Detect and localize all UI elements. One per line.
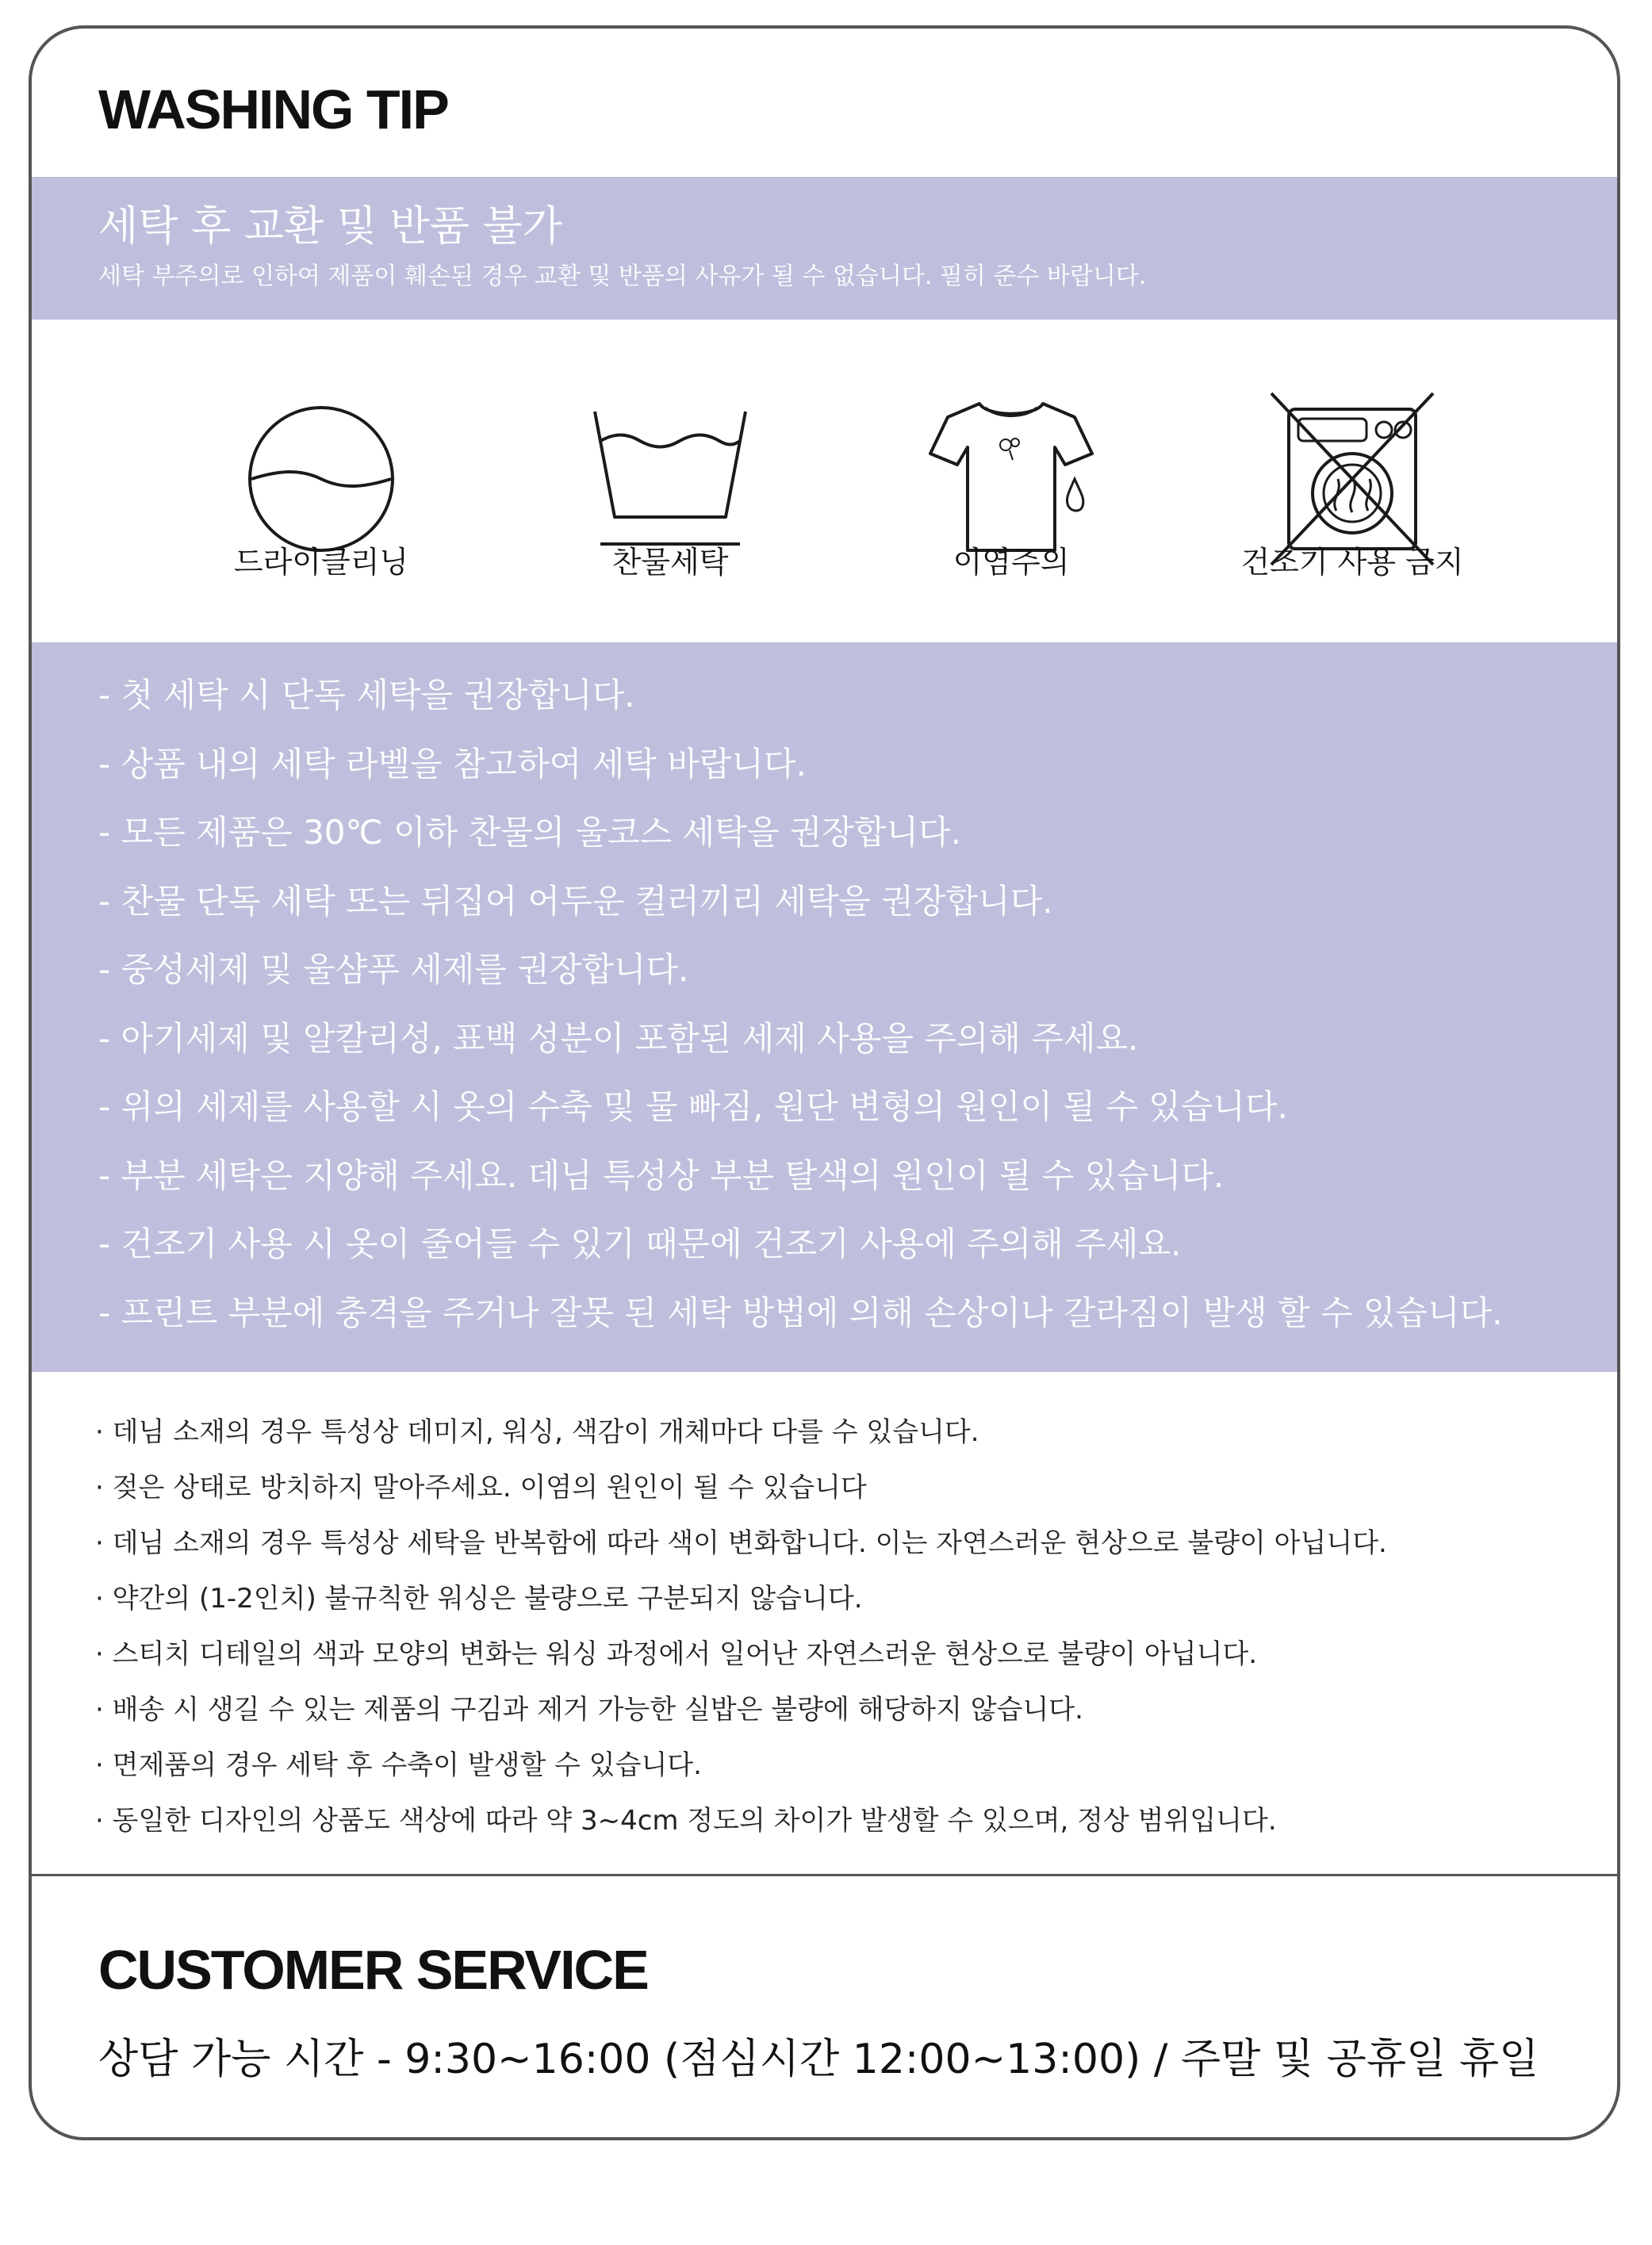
list-item: · 스티치 디테일의 색과 모양의 변화는 워싱 과정에서 일어난 자연스러운 현상으로 불량이 아닙니다. <box>95 1638 1258 1670</box>
list-item: - 아기세제 및 알칼리성, 표백 성분이 포함된 세제 사용을 주의해 주세요. <box>98 1018 1139 1058</box>
customer-service-hours: 상담 가능 시간 - 9:30~16:00 (점심시간 12:00~13:00) / 주말 및 공휴일 휴일 <box>98 2036 1539 2083</box>
notice-banner <box>32 177 1617 320</box>
list-item: - 찬물 단독 세탁 또는 뒤집어 어두운 컬러끼리 세탁을 권장합니다. <box>98 881 1053 921</box>
notice-title: 세탁 후 교환 및 반품 불가 <box>98 203 562 251</box>
list-item: - 건조기 사용 시 옷이 줄어들 수 있기 때문에 건조기 사용에 주의해 주세요. <box>98 1224 1182 1263</box>
list-item: · 배송 시 생길 수 있는 제품의 구김과 제거 가능한 실밥은 불량에 해당하지 않습니다. <box>95 1694 1083 1726</box>
washing-tip-title: WASHING TIP <box>98 79 448 140</box>
section-divider <box>32 1874 1617 1876</box>
care-label-cold-wash: 찬물세탁 <box>611 545 729 580</box>
care-label-color-transfer: 이염주의 <box>952 545 1070 580</box>
list-item: · 젖은 상태로 방치하지 말아주세요. 이염의 원인이 될 수 있습니다 <box>95 1472 867 1504</box>
list-item: - 모든 제품은 30℃ 이하 찬물의 울코스 세탁을 권장합니다. <box>98 813 961 852</box>
list-item: - 위의 세제를 사용할 시 옷의 수축 및 물 빠짐, 원단 변형의 원인이 될 수 있습니다. <box>98 1087 1288 1126</box>
list-item: - 중성세제 및 울샴푸 세제를 권장합니다. <box>98 950 689 989</box>
list-item: - 프린트 부분에 충격을 주거나 잘못 된 세탁 방법에 의해 손상이나 갈라짐이 발생 할 수 있습니다. <box>98 1293 1503 1332</box>
washing-tip-card <box>29 25 1620 2140</box>
notice-subtitle: 세탁 부주의로 인하여 제품이 훼손된 경우 교환 및 반품의 사유가 될 수 없습니다. 필히 준수 바랍니다. <box>98 262 1147 290</box>
list-item: · 약간의 (1-2인치) 불규칙한 워싱은 불량으로 구분되지 않습니다. <box>95 1583 863 1615</box>
product-notes-list <box>95 1404 1387 1848</box>
list-item: - 첫 세탁 시 단독 세탁을 권장합니다. <box>98 676 635 714</box>
washing-rules-list <box>98 661 1503 1347</box>
list-item: · 면제품의 경우 세탁 후 수축이 발생할 수 있습니다. <box>95 1749 702 1781</box>
list-item: · 동일한 디자인의 상품도 색상에 따라 약 3~4cm 정도의 차이가 발생할 수 있으며, 정상 범위입니다. <box>95 1805 1277 1837</box>
list-item: · 데님 소재의 경우 특성상 데미지, 워싱, 색감이 개체마다 다를 수 있습니다. <box>95 1416 979 1448</box>
customer-service-title: CUSTOMER SERVICE <box>98 1939 648 2001</box>
washing-rules-panel <box>32 642 1617 1372</box>
care-label-dry-cleaning: 드라이클리닝 <box>233 545 409 580</box>
care-label-no-tumble-dry: 건조기 사용 금지 <box>1240 545 1464 580</box>
list-item: - 상품 내의 세탁 라벨을 참고하여 세탁 바랍니다. <box>98 744 807 783</box>
list-item: · 데님 소재의 경우 특성상 세탁을 반복함에 따라 색이 변화합니다. 이는 자연스러운 현상으로 불량이 아닙니다. <box>95 1527 1387 1559</box>
list-item: - 부분 세탁은 지양해 주세요. 데님 특성상 부분 탈색의 원인이 될 수 있습니다. <box>98 1155 1225 1195</box>
